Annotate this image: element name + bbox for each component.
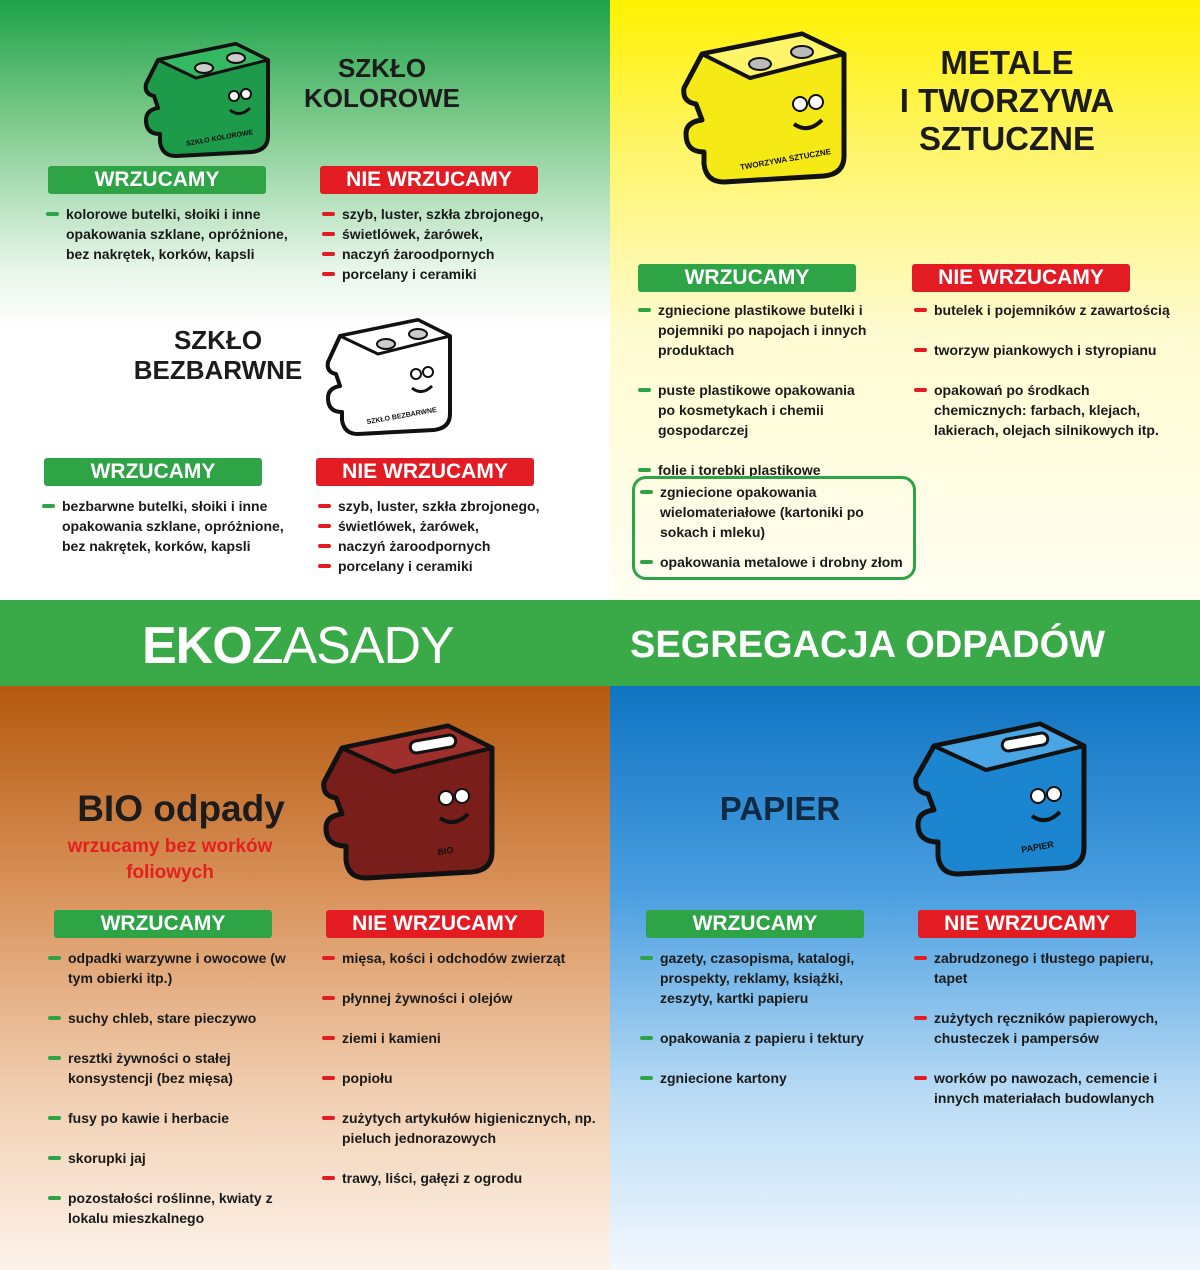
- glass-colored-title-line1: SZKŁO: [337, 53, 427, 83]
- glass-clear-yes-list: [42, 496, 292, 556]
- list-item: odpadki warzywne i owocowe (w tym obierki itp.): [48, 948, 298, 988]
- list-item: zabrudzonego i tłustego papieru, tapet: [914, 948, 1176, 988]
- list-item: suchy chleb, stare pieczywo: [48, 1008, 298, 1028]
- list-item: opakowania metalowe i drobny złom: [640, 552, 912, 572]
- glass-clear-title-line1: SZKŁO: [173, 325, 263, 355]
- metal-title: [872, 44, 1142, 158]
- blue-bin-icon: [910, 712, 1094, 880]
- band-title: SEGREGACJA ODPADÓW: [630, 624, 1106, 666]
- list-item: ziemi i kamieni: [322, 1028, 602, 1048]
- metal-special-list: [640, 482, 912, 572]
- list-item: puste plastikowe opakowania po kosmetykach i chemii gospodarczej: [638, 380, 868, 440]
- metal-title-line2: I TWORZYWA: [899, 81, 1115, 119]
- list-item: naczyń żaroodpornych: [318, 536, 588, 556]
- bio-title: BIO odpady: [77, 788, 285, 829]
- list-item: porcelany i ceramiki: [318, 556, 588, 576]
- paper-no-list: [914, 948, 1176, 1128]
- list-item: porcelany i ceramiki: [322, 264, 592, 284]
- metal-title-line1: METALE: [940, 44, 1074, 81]
- list-item: mięsa, kości i odchodów zwierząt: [322, 948, 602, 968]
- logo-eko: EKO: [142, 617, 252, 675]
- list-item: butelek i pojemników z zawartością: [914, 300, 1176, 320]
- glass-clear-no-list: [318, 496, 588, 576]
- list-item: zgniecione opakowania wielomateriałowe (kartoniki po sokach i mleku): [640, 482, 912, 542]
- metal-no-label: NIE WRZUCAMY: [912, 264, 1130, 292]
- glass-clear-title: [120, 326, 316, 386]
- list-item: opakowania z papieru i tektury: [640, 1028, 880, 1048]
- glass-clear-no-label: NIE WRZUCAMY: [316, 458, 534, 486]
- list-item: resztki żywności o stałej konsystencji (bez mięsa): [48, 1048, 298, 1088]
- list-item: zużytych ręczników papierowych, chusteczek i pampersów: [914, 1008, 1176, 1048]
- list-item: zgniecione plastikowe butelki i pojemniki po napojach i innych produktach: [638, 300, 868, 360]
- list-item: naczyń żaroodpornych: [322, 244, 592, 264]
- green-bin-icon: [140, 38, 276, 160]
- bio-no-list: [322, 948, 602, 1208]
- list-item: kolorowe butelki, słoiki i inne opakowania szklane, opróżnione, bez nakrętek, korków, kapsli: [46, 204, 296, 264]
- list-item: worków po nawozach, cemencie i innych materiałach budowlanych: [914, 1068, 1176, 1108]
- glass-clear-title-line2: BEZBARWNE: [133, 354, 303, 385]
- white-bin-label: SZKŁO BEZBARWNE: [366, 406, 438, 427]
- brown-bin-label: BIO: [436, 844, 455, 858]
- list-item: opakowań po środkach chemicznych: farbach, klejach, lakierach, olejach silnikowych itp.: [914, 380, 1176, 440]
- blue-bin-label: PAPIER: [1020, 839, 1055, 855]
- metal-title-line3: SZTUCZNE: [919, 119, 1095, 157]
- glass-colored-no-label: NIE WRZUCAMY: [320, 166, 538, 194]
- glass-colored-title-line2: KOLOROWE: [304, 82, 460, 113]
- list-item: świetlówek, żarówek,: [318, 516, 588, 536]
- glass-colored-yes-list: [46, 204, 296, 264]
- list-item: skorupki jaj: [48, 1148, 298, 1168]
- bio-yes-list: [48, 948, 298, 1248]
- list-item: pozostałości roślinne, kwiaty z lokalu mieszkalnego: [48, 1188, 298, 1228]
- list-item: zgniecione kartony: [640, 1068, 880, 1088]
- glass-colored-title: [292, 54, 472, 114]
- paper-no-label: NIE WRZUCAMY: [918, 910, 1136, 938]
- list-item: fusy po kawie i herbacie: [48, 1108, 298, 1128]
- green-bin-label: SZKŁO KOLOROWE: [185, 129, 254, 148]
- white-bin-icon: [322, 312, 458, 440]
- glass-clear-yes-label: WRZUCAMY: [44, 458, 262, 486]
- paper-title: PAPIER: [719, 790, 841, 827]
- metal-yes-label: WRZUCAMY: [638, 264, 856, 292]
- bio-no-label: NIE WRZUCAMY: [326, 910, 544, 938]
- glass-colored-no-list: [322, 204, 592, 284]
- list-item: szyb, luster, szkła zbrojonego,: [318, 496, 588, 516]
- brown-bin-icon: [318, 714, 502, 884]
- bio-subtitle: wrzucamy bez worków foliowych: [67, 836, 273, 883]
- list-item: zużytych artykułów higienicznych, np. pieluch jednorazowych: [322, 1108, 602, 1148]
- yellow-bin-label: TWORZYWA SZTUCZNE: [739, 147, 832, 172]
- list-item: popiołu: [322, 1068, 602, 1088]
- list-item: świetlówek, żarówek,: [322, 224, 592, 244]
- yellow-bin-icon: [678, 24, 854, 188]
- glass-colored-yes-label: WRZUCAMY: [48, 166, 266, 194]
- paper-yes-list: [640, 948, 880, 1108]
- list-item: tworzyw piankowych i styropianu: [914, 340, 1176, 360]
- list-item: szyb, luster, szkła zbrojonego,: [322, 204, 592, 224]
- list-item: gazety, czasopisma, katalogi, prospekty, reklamy, książki, zeszyty, kartki papieru: [640, 948, 880, 1008]
- metal-yes-list: [638, 300, 868, 500]
- list-item: trawy, liści, gałęzi z ogrodu: [322, 1168, 602, 1188]
- bio-yes-label: WRZUCAMY: [54, 910, 272, 938]
- metal-no-list: [914, 300, 1176, 460]
- logo-zasady: ZASADY: [251, 617, 454, 675]
- list-item: płynnej żywności i olejów: [322, 988, 602, 1008]
- list-item: bezbarwne butelki, słoiki i inne opakowania szklane, opróżnione, bez nakrętek, korków, kapsli: [42, 496, 292, 556]
- paper-yes-label: WRZUCAMY: [646, 910, 864, 938]
- ekozasady-logo: [142, 616, 454, 676]
- list-item: folie i torebki plastikowe: [638, 460, 868, 480]
